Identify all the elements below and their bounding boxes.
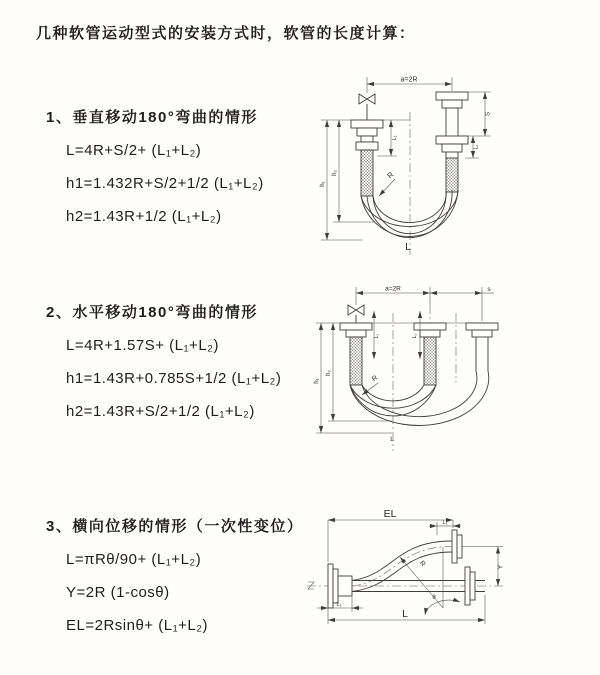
upper-flange (457, 535, 462, 558)
theta-label: θ (432, 595, 436, 601)
dim-l-label: L (402, 608, 408, 620)
dimension-a2r (367, 77, 452, 94)
dim-s-label: s (487, 286, 491, 293)
formula-line: Y=2R (1-cosθ) (66, 584, 170, 601)
braided-hose-left (350, 337, 362, 385)
dimension-l (328, 595, 485, 624)
braided-hose-left (361, 150, 373, 196)
radius-label: R (370, 374, 380, 384)
dim-h2-label: h₂ (326, 370, 332, 376)
valve-icon (348, 305, 364, 323)
radius-callout (379, 170, 396, 196)
dimension-a2r (356, 286, 482, 322)
dim-l1-label: L₁ (374, 333, 380, 339)
left-pipe-flange (340, 323, 372, 337)
dim-a2r-label: a=2R (400, 76, 418, 84)
formula-line: h1=1.432R+S/2+1/2 (L₁+L₂) (66, 175, 264, 192)
formula-line: L=4R+S/2+ (L₁+L₂) (66, 142, 202, 159)
hose-u-bend (361, 190, 458, 238)
braided-hose-right (446, 158, 458, 192)
formula-line: EL=2Rsinθ+ (L₁+L₂) (66, 617, 209, 634)
dim-l1-bottom-label: L₁ (336, 602, 342, 608)
dimension-l1-bottom (317, 597, 363, 612)
section-2-heading: 2、水平移动180°弯曲的情形 (46, 304, 258, 321)
dim-y-label: Y (497, 564, 505, 570)
formula-line: h2=1.43R+S/2+1/2 (L₁+L₂) (66, 403, 255, 420)
dimension-l2 (473, 136, 480, 158)
dim-el-label: EL (383, 508, 397, 520)
dim-h1-label: h₁ (314, 378, 320, 384)
section-3-heading: 3、横向位移的情形（一次性变位） (46, 518, 304, 535)
diagram-vertical-u-bend (315, 72, 585, 260)
radius-construction (400, 547, 460, 615)
formula-line: h1=1.43R+0.785S+1/2 (L₁+L₂) (66, 370, 282, 387)
dim-l2-label: L₂ (412, 333, 418, 339)
dimension-l1 (374, 311, 380, 359)
formula-line: h2=1.43R+1/2 (L₁+L₂) (66, 208, 222, 225)
section-horizontal-180 (46, 301, 281, 421)
section-vertical-180 (46, 106, 264, 226)
section-lateral-displacement (46, 515, 303, 635)
dim-a2r-label: a=2R (385, 285, 401, 293)
length-label: L (390, 436, 394, 443)
dimension-s (430, 286, 494, 293)
dim-l1-label: L₁ (392, 135, 398, 141)
displaced-hose (352, 530, 462, 592)
length-label: L (405, 242, 411, 253)
braided-hose-middle (424, 337, 436, 385)
valve-icon (359, 94, 375, 120)
dimension-l2 (412, 311, 420, 359)
right-pipe-flange (466, 323, 498, 371)
section-1-heading: 1、垂直移动180°弯曲的情形 (46, 109, 258, 126)
dim-l1-top-label: L₁ (442, 520, 448, 526)
radius-label: R (417, 559, 427, 569)
document-title: 几种软管运动型式的安装方式时，软管的长度计算： (36, 25, 416, 42)
dim-h2-label: h₂ (332, 170, 338, 176)
left-pipe-flange (351, 120, 383, 150)
formula-line: L=4R+1.57S+ (L₁+L₂) (66, 337, 219, 354)
middle-pipe-flange (414, 323, 446, 337)
diagram-horizontal-u-bend (312, 283, 594, 459)
dim-s-label: S (485, 111, 492, 117)
dim-l2-label: L₂ (473, 144, 480, 150)
radius-label: R (385, 169, 396, 181)
hose-u-bend (350, 371, 489, 425)
diagram-lateral-displacement (305, 505, 510, 657)
right-pipe-flange (436, 92, 468, 158)
upper-flange (452, 530, 457, 563)
dim-h1-label: h₁ (320, 181, 326, 187)
formula-line: L=πRθ/90+ (L₁+L₂) (66, 551, 202, 568)
